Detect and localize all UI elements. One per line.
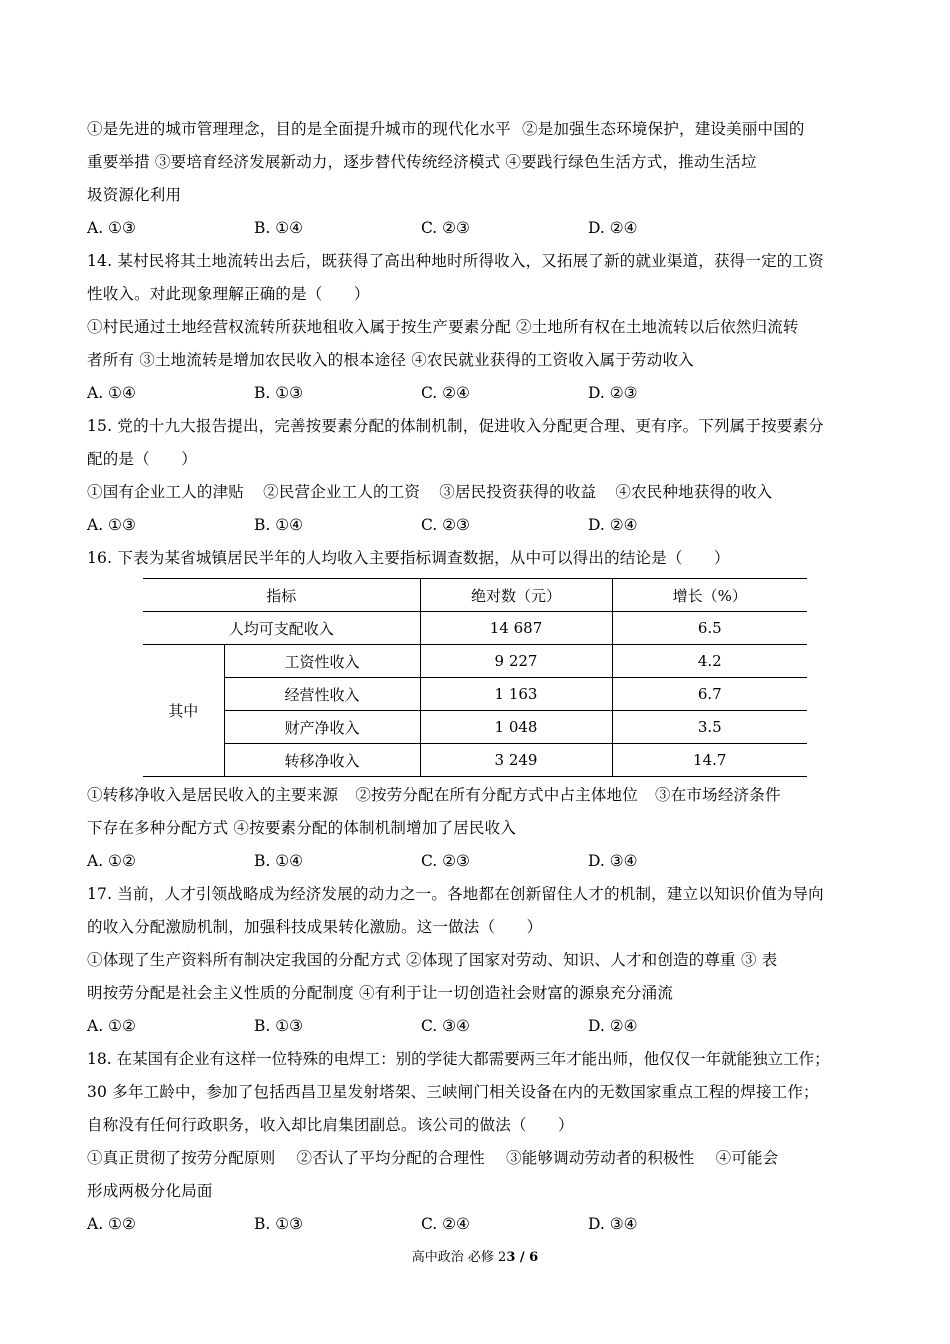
q18-stem-line-2: 30 多年工龄中，参加了包括西昌卫星发射塔架、三峡闸门相关设备在内的无数国家重点工程的焊接工作； — [87, 1083, 819, 1101]
q18-options — [87, 1208, 867, 1241]
q17-line-4: 明按劳分配是社会主义性质的分配制度 ④有利于让一切创造社会财富的源泉充分涌流 — [87, 984, 674, 1002]
row-absolute: 1 048 — [420, 711, 612, 744]
q14-stem-line-2: 性收入。对此现象理解正确的是（ ） — [87, 285, 370, 303]
option-a: A. ①② — [87, 852, 136, 870]
table-row — [143, 744, 807, 777]
row-label: 转移净收入 — [224, 744, 420, 777]
exam-page — [87, 113, 867, 1241]
option-d: D. ②④ — [588, 516, 638, 534]
row-growth: 6.7 — [612, 678, 807, 711]
row-label: 财产净收入 — [224, 711, 420, 744]
row-absolute: 3 249 — [420, 744, 612, 777]
page-footer — [0, 1246, 950, 1265]
option-a: A. ①③ — [87, 219, 136, 237]
q17-stem-line-2: 的收入分配激励机制，加强科技成果转化激励。这一做法（ ） — [87, 918, 543, 936]
option-b: B. ①③ — [254, 1017, 304, 1035]
table-row-total — [143, 612, 807, 645]
group-label: 其中 — [143, 645, 224, 777]
option-b: B. ①④ — [254, 852, 304, 870]
table-row — [143, 711, 807, 744]
option-c: C. ②③ — [421, 516, 470, 534]
q14-line-4: 者所有 ③土地流转是增加农民收入的根本途径 ④农民就业获得的工资收入属于劳动收入 — [87, 351, 694, 369]
option-a: A. ①② — [87, 1215, 136, 1233]
q16-line-1: ①转移净收入是居民收入的主要来源 ②按劳分配在所有分配方式中占主体地位 ③在市场经济条件 — [87, 786, 781, 804]
q15-statements: ①国有企业工人的津贴 ②民营企业工人的工资 ③居民投资获得的收益 ④农民种地获得的收入 — [87, 483, 773, 501]
row-label: 经营性收入 — [224, 678, 420, 711]
option-b: B. ①④ — [254, 219, 304, 237]
option-b: B. ①④ — [254, 516, 304, 534]
option-a: A. ①④ — [87, 384, 136, 402]
option-c: C. ②④ — [421, 1215, 470, 1233]
total-growth: 6.5 — [612, 612, 807, 645]
table-header-row — [143, 579, 807, 612]
total-absolute: 14 687 — [420, 612, 612, 645]
total-label: 人均可支配收入 — [143, 612, 420, 645]
option-c: C. ③④ — [421, 1017, 470, 1035]
q18-line-4: ①真正贯彻了按劳分配原则 ②否认了平均分配的合理性 ③能够调动劳动者的积极性 ④可能会 — [87, 1149, 779, 1167]
question-17 — [87, 878, 867, 1043]
question-18 — [87, 1043, 867, 1241]
q15-options — [87, 509, 867, 542]
q17-line-3: ①体现了生产资料所有制决定我国的分配方式 ②体现了国家对劳动、知识、人才和创造的尊重 ③ 表 — [87, 951, 778, 969]
q13-line-2: 重要举措 ③要培育经济发展新动力，逐步替代传统经济模式 ④要践行绿色生活方式，推动生活垃 — [87, 153, 757, 171]
question-16 — [87, 542, 867, 878]
header-indicator: 指标 — [143, 579, 420, 612]
q16-stem: 16. 下表为某省城镇居民半年的人均收入主要指标调查数据，从中可以得出的结论是（ ） — [87, 549, 730, 567]
option-c: C. ②③ — [421, 852, 470, 870]
q13-line-3: 圾资源化利用 — [87, 186, 182, 204]
question-14 — [87, 245, 867, 410]
option-d: D. ③④ — [588, 852, 638, 870]
option-d: D. ②④ — [588, 219, 638, 237]
option-c: C. ②③ — [421, 219, 470, 237]
row-absolute: 9 227 — [420, 645, 612, 678]
q16-options — [87, 845, 867, 878]
question-15 — [87, 410, 867, 542]
q18-stem-line-1: 18. 在某国有企业有这样一位特殊的电焊工：别的学徒大都需要两三年才能出师，他仅仅一年就能独立工作； — [87, 1050, 830, 1068]
option-d: D. ③④ — [588, 1215, 638, 1233]
row-growth: 3.5 — [612, 711, 807, 744]
option-a: A. ①③ — [87, 516, 136, 534]
q15-stem-line-2: 配的是（ ） — [87, 450, 197, 468]
option-c: C. ②④ — [421, 384, 470, 402]
row-growth: 14.7 — [612, 744, 807, 777]
income-table — [143, 578, 807, 777]
q15-stem-line-1: 15. 党的十九大报告提出，完善按要素分配的体制机制，促进收入分配更合理、更有序。下列属于按要素分 — [87, 417, 824, 435]
q13-options — [87, 212, 867, 245]
q18-stem-line-3: 自称没有任何行政职务，收入却比肩集团副总。该公司的做法（ ） — [87, 1116, 574, 1134]
footer-subject: 高中政治 必修 2 — [411, 1250, 507, 1265]
table-row — [143, 678, 807, 711]
header-absolute: 绝对数（元） — [420, 579, 612, 612]
option-a: A. ①② — [87, 1017, 136, 1035]
row-label: 工资性收入 — [224, 645, 420, 678]
row-absolute: 1 163 — [420, 678, 612, 711]
option-b: B. ①③ — [254, 384, 304, 402]
option-d: D. ②③ — [588, 384, 638, 402]
table-row — [143, 645, 807, 678]
header-growth: 增长（%） — [612, 579, 807, 612]
option-d: D. ②④ — [588, 1017, 638, 1035]
question-13 — [87, 113, 867, 245]
q14-stem-line-1: 14. 某村民将其土地流转出去后，既获得了高出种地时所得收入，又拓展了新的就业渠道，获得一定的工资 — [87, 252, 824, 270]
footer-page-number: 3 / 6 — [506, 1250, 539, 1265]
q14-options — [87, 377, 867, 410]
row-growth: 4.2 — [612, 645, 807, 678]
q16-line-2: 下存在多种分配方式 ④按要素分配的体制机制增加了居民收入 — [87, 819, 517, 837]
q17-options — [87, 1010, 867, 1043]
option-b: B. ①③ — [254, 1215, 304, 1233]
q14-line-3: ①村民通过土地经营权流转所获地租收入属于按生产要素分配 ②土地所有权在土地流转以后依然归流转 — [87, 318, 799, 336]
q17-stem-line-1: 17. 当前，人才引领战略成为经济发展的动力之一。各地都在创新留住人才的机制，建立以知识价值为导向 — [87, 885, 824, 903]
q13-line-1: ①是先进的城市管理理念，目的是全面提升城市的现代化水平 ②是加强生态环境保护，建设美丽中国的 — [87, 120, 805, 138]
q18-line-5: 形成两极分化局面 — [87, 1182, 213, 1200]
